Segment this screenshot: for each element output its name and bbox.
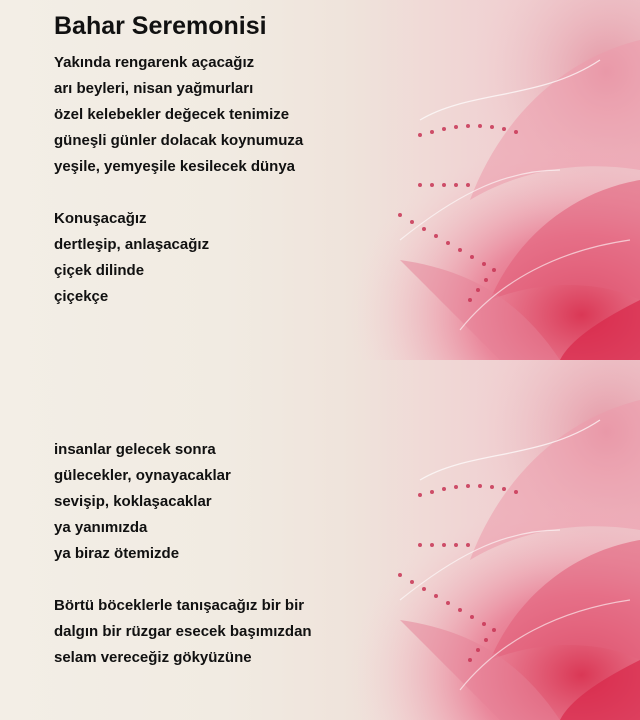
poem-line: güneşli günler dolacak koynumuza [54, 132, 304, 149]
background-panel-bottom [0, 360, 640, 720]
poem-line: selam vereceğiz gökyüzüne [54, 649, 252, 666]
poem-line: sevişip, koklaşacaklar [54, 493, 212, 510]
poem-line: Konuşacağız [54, 210, 147, 227]
poem-line: Yakında rengarenk açacağız [54, 54, 255, 71]
poem-line: gülecekler, oynayacaklar [54, 467, 231, 484]
poem-line: özel kelebekler değecek tenimize [54, 106, 290, 123]
poem-text-bottom [54, 437, 312, 671]
poem-line: Börtü böceklerle tanışacağız bir bir [54, 597, 305, 614]
poem-line: arı beyleri, nisan yağmurları [54, 80, 254, 97]
stanza-gap [54, 567, 312, 593]
poem-line: çiçekçe [54, 288, 109, 305]
poem-line: çiçek dilinde [54, 262, 145, 279]
stanza-gap [54, 180, 303, 206]
poem-line: dertleşip, anlaşacağız [54, 236, 210, 253]
poem-title: Bahar Seremonisi [54, 12, 267, 40]
poem-line: dalgın bir rüzgar esecek başımızdan [54, 623, 312, 640]
poem-line: insanlar gelecek sonra [54, 441, 216, 458]
poem-line: yeşile, yemyeşile kesilecek dünya [54, 158, 296, 175]
poem-text-top [54, 50, 303, 310]
poem-line: ya yanımızda [54, 519, 148, 536]
poem-line: ya biraz ötemizde [54, 545, 180, 562]
